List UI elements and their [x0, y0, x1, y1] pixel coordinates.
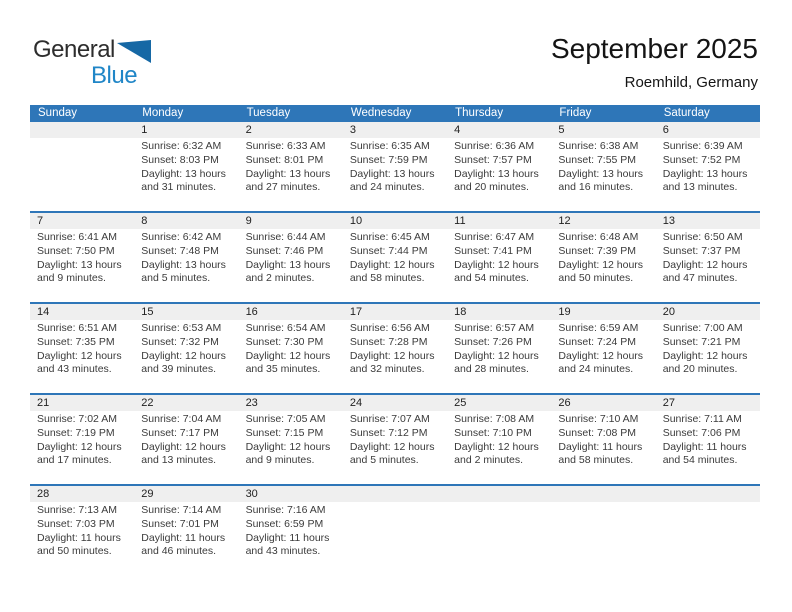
sunset-text: Sunset: 7:35 PM — [37, 335, 115, 348]
sunrise-text: Sunrise: 6:42 AM — [141, 231, 222, 243]
sunrise-text: Sunrise: 6:35 AM — [349, 140, 430, 152]
sunrise-text: Sunrise: 7:16 AM — [245, 504, 326, 516]
daylight-text-line1: Daylight: 12 hours — [349, 440, 435, 453]
sunrise-text: Sunrise: 6:54 AM — [245, 322, 326, 334]
daylight-text-line2: and 31 minutes. — [141, 181, 216, 194]
sunrise-text: Sunrise: 6:44 AM — [245, 231, 326, 243]
day-cell — [447, 229, 551, 286]
sunrise-text: Sunrise: 6:56 AM — [349, 322, 430, 334]
day-cell — [447, 320, 551, 377]
sunrise-text: Sunrise: 7:00 AM — [662, 322, 743, 334]
day-number-band — [30, 213, 760, 229]
sunset-text: Sunset: 7:28 PM — [349, 335, 428, 348]
month-title: September 2025 — [550, 33, 758, 64]
day-cell — [239, 138, 343, 195]
day-number: 4 — [454, 124, 461, 136]
daylight-text-line1: Daylight: 12 hours — [245, 440, 331, 453]
logo-text-general: General — [33, 36, 115, 63]
day-cell — [30, 320, 134, 377]
daylight-text-line2: and 9 minutes. — [245, 454, 315, 467]
daylight-text-line1: Daylight: 12 hours — [37, 440, 122, 453]
day-cell — [30, 229, 134, 286]
logo-text-blue: Blue — [91, 62, 138, 89]
day-number: 10 — [349, 215, 363, 227]
sunset-text: Sunset: 7:39 PM — [558, 244, 637, 257]
daylight-text-line2: and 54 minutes. — [662, 454, 738, 467]
week-row — [30, 484, 760, 575]
day-number — [656, 486, 760, 502]
day-details-band — [30, 411, 760, 468]
day-number: 7 — [37, 215, 44, 227]
sunset-text: Sunset: 7:10 PM — [454, 426, 532, 439]
daylight-text-line1: Daylight: 12 hours — [558, 349, 644, 362]
daylight-text-line2: and 43 minutes. — [245, 545, 321, 558]
sunset-text: Sunset: 7:17 PM — [141, 426, 219, 439]
day-cell — [343, 320, 447, 377]
daylight-text-line2: and 50 minutes. — [37, 545, 112, 558]
daylight-text-line1: Daylight: 13 hours — [245, 167, 331, 180]
day-number: 28 — [37, 488, 50, 500]
day-number: 1 — [141, 124, 148, 136]
day-number — [30, 122, 134, 138]
daylight-text-line2: and 46 minutes. — [141, 545, 216, 558]
sunrise-text: Sunrise: 6:32 AM — [141, 140, 222, 152]
day-cell — [656, 229, 760, 286]
sunset-text: Sunset: 7:21 PM — [662, 335, 741, 348]
daylight-text-line1: Daylight: 12 hours — [141, 440, 226, 453]
day-number: 13 — [662, 215, 675, 227]
sunset-text: Sunset: 7:08 PM — [558, 426, 637, 439]
sunrise-text: Sunrise: 7:14 AM — [141, 504, 222, 516]
day-number: 18 — [454, 306, 467, 318]
sunset-text: Sunset: 7:48 PM — [141, 244, 219, 257]
sunrise-text: Sunrise: 7:08 AM — [454, 413, 535, 425]
daylight-text-line2: and 24 minutes. — [349, 181, 425, 194]
daylight-text-line1: Daylight: 13 hours — [662, 167, 748, 180]
day-cell — [239, 229, 343, 286]
daylight-text-line2: and 20 minutes. — [662, 363, 738, 376]
day-number: 23 — [245, 397, 258, 409]
sunrise-text: Sunrise: 6:50 AM — [662, 231, 743, 243]
daylight-text-line1: Daylight: 13 hours — [37, 258, 122, 271]
day-cell — [447, 502, 551, 559]
week-row — [30, 393, 760, 484]
daylight-text-line1: Daylight: 12 hours — [141, 349, 226, 362]
daylight-text-line1: Daylight: 13 hours — [454, 167, 539, 180]
sunrise-text: Sunrise: 6:57 AM — [454, 322, 535, 334]
daylight-text-line1: Daylight: 12 hours — [349, 349, 435, 362]
weekday-header-saturday: Saturday — [663, 107, 710, 119]
sunrise-text: Sunrise: 7:13 AM — [37, 504, 117, 516]
day-number: 20 — [662, 306, 675, 318]
daylight-text-line1: Daylight: 12 hours — [558, 258, 644, 271]
sunset-text: Sunset: 7:06 PM — [662, 426, 741, 439]
day-cell — [30, 411, 134, 468]
day-cell — [343, 502, 447, 559]
daylight-text-line2: and 43 minutes. — [37, 363, 112, 376]
day-cell — [30, 502, 134, 559]
day-number: 16 — [245, 306, 258, 318]
daylight-text-line2: and 58 minutes. — [349, 272, 425, 285]
day-number: 17 — [349, 306, 363, 318]
sunrise-text: Sunrise: 6:38 AM — [558, 140, 639, 152]
day-cell — [656, 138, 760, 195]
title-block — [551, 33, 758, 91]
weekday-header-friday: Friday — [559, 107, 592, 119]
day-number: 27 — [662, 397, 675, 409]
daylight-text-line2: and 35 minutes. — [245, 363, 321, 376]
daylight-text-line1: Daylight: 12 hours — [349, 258, 435, 271]
day-cell — [656, 411, 760, 468]
sunset-text: Sunset: 8:03 PM — [141, 153, 219, 166]
sunset-text: Sunset: 7:12 PM — [349, 426, 428, 439]
sunrise-text: Sunrise: 7:05 AM — [245, 413, 326, 425]
sunset-text: Sunset: 7:26 PM — [454, 335, 532, 348]
day-number: 2 — [245, 124, 252, 136]
day-number: 24 — [349, 397, 363, 409]
day-number: 29 — [141, 488, 154, 500]
day-number: 15 — [141, 306, 154, 318]
daylight-text-line1: Daylight: 12 hours — [37, 349, 122, 362]
day-number-band — [30, 122, 760, 138]
daylight-text-line2: and 16 minutes. — [558, 181, 634, 194]
day-cell — [447, 411, 551, 468]
day-details-band — [30, 138, 760, 195]
day-number: 3 — [349, 124, 356, 136]
daylight-text-line1: Daylight: 12 hours — [662, 349, 748, 362]
daylight-text-line2: and 2 minutes. — [245, 272, 315, 285]
daylight-text-line2: and 58 minutes. — [558, 454, 634, 467]
day-cell — [134, 229, 238, 286]
day-number: 14 — [37, 306, 50, 318]
day-cell — [134, 138, 238, 195]
day-cell — [551, 138, 655, 195]
sunrise-text: Sunrise: 6:45 AM — [349, 231, 430, 243]
day-details-band — [30, 320, 760, 377]
daylight-text-line2: and 5 minutes. — [141, 272, 211, 285]
daylight-text-line1: Daylight: 12 hours — [454, 258, 539, 271]
daylight-text-line1: Daylight: 11 hours — [662, 440, 747, 453]
day-cell — [447, 138, 551, 195]
daylight-text-line1: Daylight: 12 hours — [245, 349, 331, 362]
sunset-text: Sunset: 7:57 PM — [454, 153, 532, 166]
daylight-text-line2: and 39 minutes. — [141, 363, 216, 376]
day-cell — [343, 411, 447, 468]
daylight-text-line2: and 17 minutes. — [37, 454, 112, 467]
weekday-header-sunday: Sunday — [38, 107, 78, 119]
daylight-text-line2: and 54 minutes. — [454, 272, 529, 285]
daylight-text-line2: and 9 minutes. — [37, 272, 106, 285]
day-number: 8 — [141, 215, 148, 227]
day-number-band — [30, 395, 760, 411]
daylight-text-line1: Daylight: 13 hours — [245, 258, 331, 271]
calendar-table — [30, 105, 760, 575]
calendar-weeks — [30, 122, 760, 575]
sunset-text: Sunset: 7:52 PM — [662, 153, 741, 166]
daylight-text-line1: Daylight: 13 hours — [141, 258, 226, 271]
sunset-text: Sunset: 6:59 PM — [245, 517, 324, 530]
day-number — [343, 486, 447, 502]
day-cell — [551, 229, 655, 286]
day-cell — [239, 502, 343, 559]
day-number: 26 — [558, 397, 571, 409]
sunrise-text: Sunrise: 6:41 AM — [37, 231, 117, 243]
weekday-header-tuesday: Tuesday — [246, 107, 291, 119]
daylight-text-line2: and 28 minutes. — [454, 363, 529, 376]
day-cell — [551, 411, 655, 468]
day-cell — [656, 502, 760, 559]
day-cell — [551, 320, 655, 377]
sunset-text: Sunset: 7:01 PM — [141, 517, 219, 530]
daylight-text-line2: and 24 minutes. — [558, 363, 634, 376]
week-row — [30, 122, 760, 211]
sunrise-text: Sunrise: 6:47 AM — [454, 231, 535, 243]
sunset-text: Sunset: 7:44 PM — [349, 244, 428, 257]
day-cell — [239, 320, 343, 377]
daylight-text-line1: Daylight: 12 hours — [454, 349, 539, 362]
sunrise-text: Sunrise: 7:10 AM — [558, 413, 639, 425]
sunrise-text: Sunrise: 6:59 AM — [558, 322, 639, 334]
daylight-text-line1: Daylight: 12 hours — [662, 258, 748, 271]
daylight-text-line2: and 5 minutes. — [349, 454, 419, 467]
location-subtitle: Roemhild, Germany — [624, 74, 758, 91]
day-cell — [134, 502, 238, 559]
daylight-text-line2: and 32 minutes. — [349, 363, 425, 376]
week-row — [30, 302, 760, 393]
daylight-text-line1: Daylight: 13 hours — [141, 167, 226, 180]
day-cell — [134, 320, 238, 377]
daylight-text-line1: Daylight: 11 hours — [558, 440, 643, 453]
daylight-text-line1: Daylight: 11 hours — [245, 531, 330, 544]
day-cell — [343, 229, 447, 286]
day-number-band — [30, 486, 760, 502]
day-number: 22 — [141, 397, 154, 409]
weekday-header-wednesday: Wednesday — [350, 107, 412, 119]
sunset-text: Sunset: 7:41 PM — [454, 244, 532, 257]
daylight-text-line2: and 20 minutes. — [454, 181, 529, 194]
sunrise-text: Sunrise: 6:33 AM — [245, 140, 326, 152]
day-number-band — [30, 304, 760, 320]
sunset-text: Sunset: 7:50 PM — [37, 244, 115, 257]
day-details-band — [30, 229, 760, 286]
day-cell — [134, 411, 238, 468]
sunset-text: Sunset: 7:37 PM — [662, 244, 741, 257]
sunset-text: Sunset: 7:59 PM — [349, 153, 428, 166]
day-number: 21 — [37, 397, 50, 409]
day-number — [447, 486, 551, 502]
sunset-text: Sunset: 7:24 PM — [558, 335, 637, 348]
weekday-header-thursday: Thursday — [455, 107, 504, 119]
day-number: 30 — [245, 488, 258, 500]
weekday-header-monday: Monday — [142, 107, 184, 119]
daylight-text-line2: and 50 minutes. — [558, 272, 634, 285]
sunset-text: Sunset: 7:19 PM — [37, 426, 115, 439]
weekday-header-row — [30, 105, 760, 122]
sunset-text: Sunset: 7:15 PM — [245, 426, 324, 439]
day-number: 9 — [245, 215, 252, 227]
day-cell — [239, 411, 343, 468]
daylight-text-line2: and 2 minutes. — [454, 454, 524, 467]
daylight-text-line1: Daylight: 13 hours — [558, 167, 644, 180]
day-cell — [656, 320, 760, 377]
sunrise-text: Sunrise: 7:11 AM — [662, 413, 742, 425]
day-cell — [343, 138, 447, 195]
sunset-text: Sunset: 7:46 PM — [245, 244, 324, 257]
sunrise-text: Sunrise: 6:39 AM — [662, 140, 743, 152]
week-row — [30, 211, 760, 302]
sunrise-text: Sunrise: 6:51 AM — [37, 322, 117, 334]
sunrise-text: Sunrise: 6:36 AM — [454, 140, 535, 152]
day-number: 19 — [558, 306, 571, 318]
sunset-text: Sunset: 7:55 PM — [558, 153, 637, 166]
day-number — [551, 486, 655, 502]
day-number: 12 — [558, 215, 571, 227]
sunset-text: Sunset: 8:01 PM — [245, 153, 324, 166]
sunset-text: Sunset: 7:03 PM — [37, 517, 115, 530]
daylight-text-line1: Daylight: 13 hours — [349, 167, 435, 180]
day-number: 11 — [454, 215, 466, 227]
daylight-text-line1: Daylight: 11 hours — [141, 531, 226, 544]
sunrise-text: Sunrise: 7:02 AM — [37, 413, 117, 425]
day-cell — [30, 138, 134, 195]
sunset-text: Sunset: 7:32 PM — [141, 335, 219, 348]
sunset-text: Sunset: 7:30 PM — [245, 335, 324, 348]
daylight-text-line2: and 27 minutes. — [245, 181, 321, 194]
day-number: 25 — [454, 397, 467, 409]
day-details-band — [30, 502, 760, 559]
sunrise-text: Sunrise: 7:07 AM — [349, 413, 430, 425]
daylight-text-line2: and 47 minutes. — [662, 272, 738, 285]
daylight-text-line2: and 13 minutes. — [662, 181, 738, 194]
daylight-text-line2: and 13 minutes. — [141, 454, 216, 467]
day-cell — [551, 502, 655, 559]
general-blue-logo — [33, 38, 151, 87]
sunrise-text: Sunrise: 6:48 AM — [558, 231, 639, 243]
daylight-text-line1: Daylight: 11 hours — [37, 531, 121, 544]
sunrise-text: Sunrise: 6:53 AM — [141, 322, 222, 334]
day-number: 5 — [558, 124, 565, 136]
sunrise-text: Sunrise: 7:04 AM — [141, 413, 222, 425]
daylight-text-line1: Daylight: 12 hours — [454, 440, 539, 453]
day-number: 6 — [662, 124, 669, 136]
